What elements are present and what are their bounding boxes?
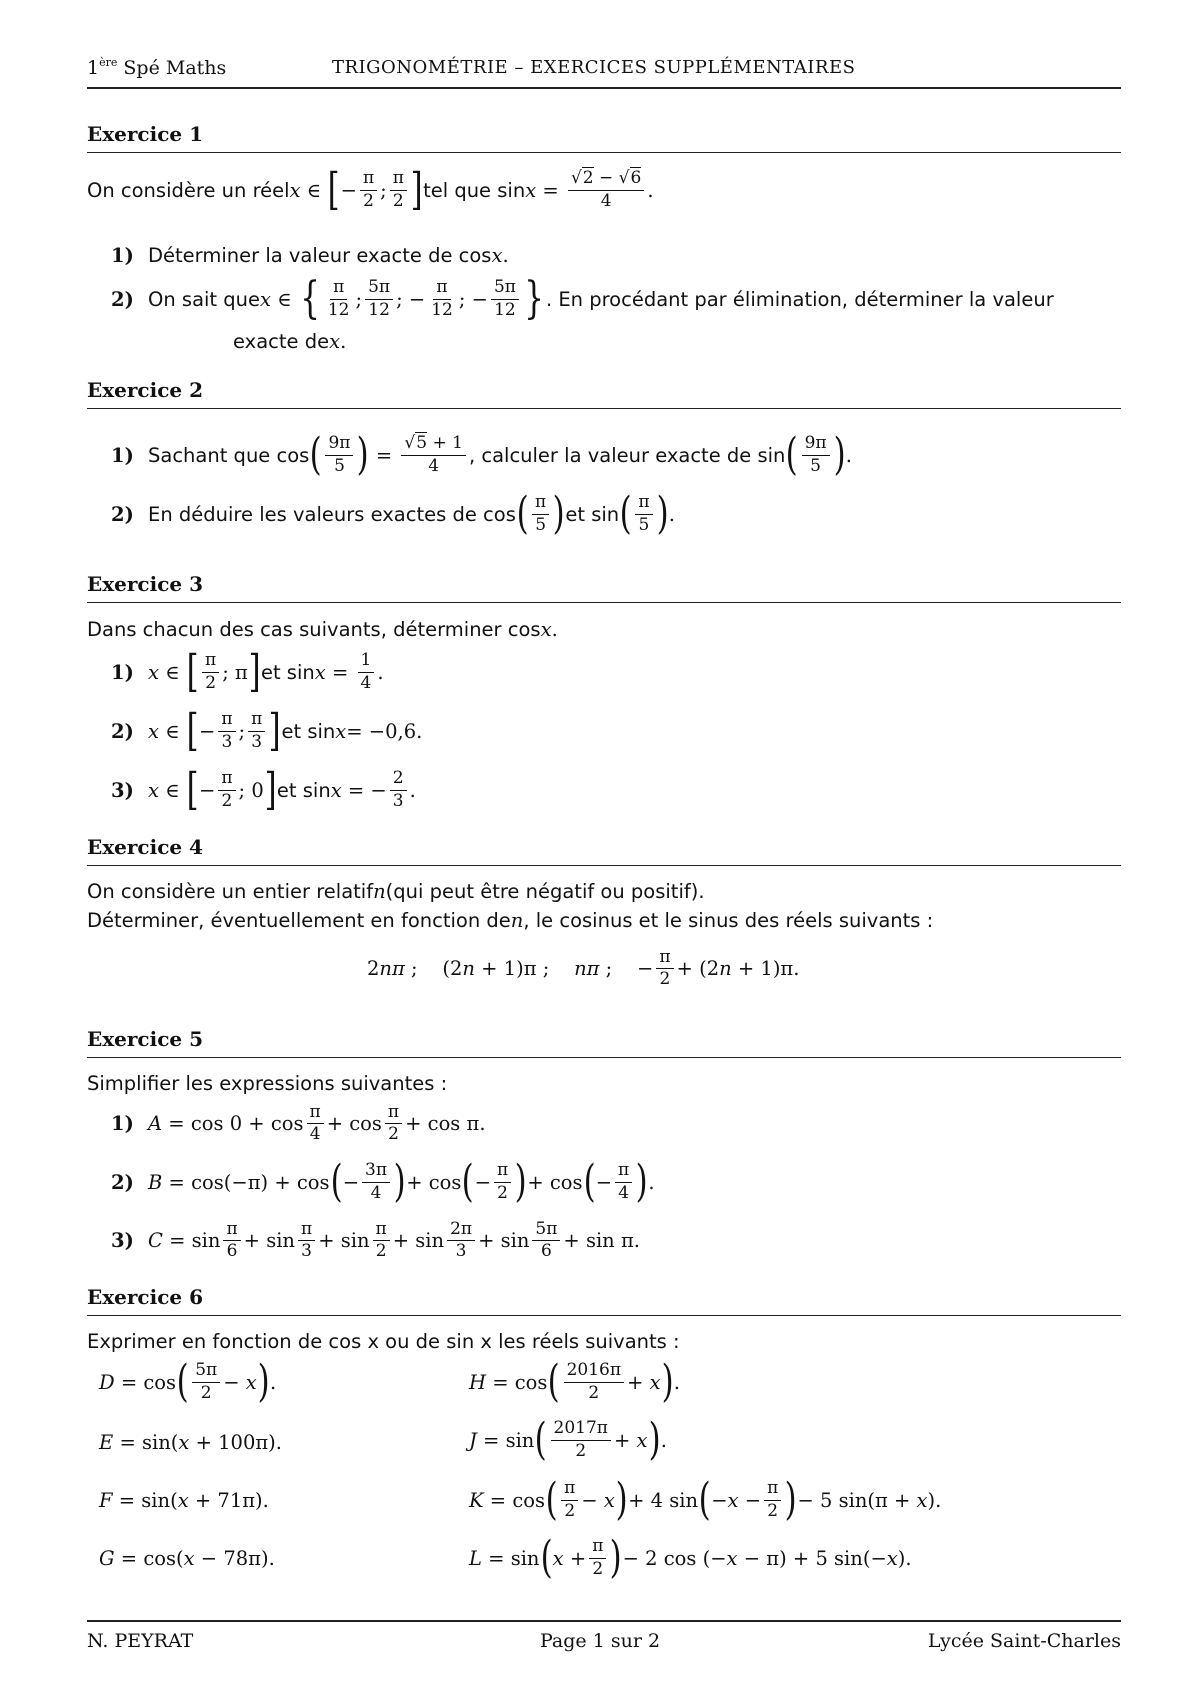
ex6-title: Exercice 6 (87, 1285, 203, 1309)
ex5-q2: 2) B = cos(−π) + cos ( − $\frac{3\pi}{4}$ ) + cos ( − $\frac{\pi}{2}$ ) + cos ( − $\frac{\pi}{4}$ ) . (111, 1156, 655, 1207)
ex6-F: F = sin(x + 71π). (99, 1489, 269, 1512)
header-level: 1 (87, 57, 100, 79)
ex3-q2-value: = −0,6. (346, 719, 423, 743)
ex4-line1-b: (qui peut être négatif ou positif). (385, 880, 705, 903)
ex3-q2: 2) x ∈ [ − $\frac{\pi}{3}$ ; $\frac{\pi}{3}$ ] et sin x = −0,6. (111, 705, 423, 756)
ex2-q2-a: En déduire les valeurs exactes de cos (148, 502, 516, 526)
header-course (87, 57, 226, 79)
ex4-reals: 2nπ ; (2n + 1)π ; nπ ; − $\frac{\pi}{2}$ + (2n + 1)π. (367, 947, 800, 990)
footer-author: N. PEYRAT (87, 1630, 194, 1652)
ex1-q2-b: . En procédant par élimination, déterminer la valeur (545, 287, 1054, 311)
ex6-intro-text: Exprimer en fonction de cos x ou de sin x les réels suivants : (87, 1330, 680, 1353)
ex3-q2-et-sin: et sin (281, 719, 336, 743)
ex3-intro: Dans chacun des cas suivants, déterminer cos x . (87, 618, 558, 641)
ex1-q2-c: exacte de (233, 330, 330, 353)
ex2-q1: 1) Sachant que cos ( $\frac{9\pi}{5}$ ) = $\frac{√5 + 1}{4}$ , calculer la valeur exacte de sin ( $\frac{9\pi}{5}$ ) . (111, 429, 852, 480)
ex5-q1: 1) A = cos 0 + cos $\frac{\pi}{4}$ + cos $\frac{\pi}{2}$ + cos π. (111, 1102, 486, 1145)
header-level-sup: ère (99, 56, 118, 69)
ex6-L: L = sin ( x + $\frac{\pi}{2}$ ) − 2 cos (−x − π) + 5 sin(−x). (469, 1532, 912, 1583)
ex1-intro: On considère un réel x ∈ [ − $\frac{\pi}{2}$ ; $\frac{\pi}{2}$ ] tel que sin x = $\frac{√2 - √6}{4}$ . (87, 164, 654, 215)
page-header (87, 55, 1121, 89)
ex1-q2: 2) On sait que x ∈ { $\frac{\pi}{12}$ ; $\frac{5\pi}{12}$ ; − $\frac{\pi}{12}$ ; − $\frac{5\pi}{12}$ } . En procédant par élimination, déterminer la valeur (111, 273, 1054, 324)
ex4-heading (87, 835, 1121, 866)
ex6-heading (87, 1285, 1121, 1316)
ex6-D: D = cos ( $\frac{5\pi}{2}$ − x ) . (99, 1356, 277, 1407)
ex2-q1-b: , calculer la valeur exacte de sin (468, 443, 786, 467)
ex3-title: Exercice 3 (87, 572, 203, 596)
ex3-intro-text: Dans chacun des cas suivants, déterminer cos (87, 618, 541, 641)
footer-page: Page 1 sur 2 (540, 1630, 661, 1652)
ex2-q2: 2) En déduire les valeurs exactes de cos ( $\frac{\pi}{5}$ ) et sin ( $\frac{\pi}{5}$ ) . (111, 488, 675, 539)
ex1-q2-a: On sait que (148, 287, 261, 311)
ex5-title: Exercice 5 (87, 1027, 203, 1051)
ex1-heading (87, 122, 1121, 153)
ex1-intro-b: tel que sin (423, 178, 526, 202)
header-title: TRIGONOMÉTRIE – EXERCICES SUPPLÉMENTAIRES (332, 57, 856, 78)
page-footer (87, 1620, 1121, 1652)
ex2-title: Exercice 2 (87, 378, 203, 402)
ex6-G: G = cos(x − 78π). (99, 1547, 275, 1570)
ex5-intro (87, 1072, 447, 1095)
header-subject: Spé Maths (117, 57, 227, 79)
ex3-q3-et-sin: et sin (276, 778, 331, 802)
ex1-intro-a: On considère un réel (87, 178, 290, 202)
ex1-title: Exercice 1 (87, 122, 203, 146)
ex6-K: K = cos ( $\frac{\pi}{2}$ − x ) + 4 sin ( −x − $\frac{\pi}{2}$ ) − 5 sin(π + x). (469, 1474, 942, 1525)
footer-school: Lycée Saint-Charles (927, 1630, 1121, 1652)
ex3-q3: 3) x ∈ [ − $\frac{\pi}{2}$ ; 0 ] et sin x = − $\frac{2}{3}$ . (111, 764, 416, 815)
ex2-q1-a: Sachant que cos (148, 443, 310, 467)
page (87, 0, 1121, 1696)
ex4-line1-a: On considère un entier relatif (87, 880, 374, 903)
ex6-H: H = cos ( $\frac{2016\pi}{2}$ + x ) . (469, 1356, 680, 1407)
ex6-J: J = sin ( $\frac{2017\pi}{2}$ + x ) . (469, 1414, 667, 1465)
ex6-E: E = sin(x + 100π). (99, 1431, 282, 1454)
ex1-q2-cont: exacte de x . (233, 330, 347, 353)
ex4-title: Exercice 4 (87, 835, 203, 859)
ex1-q1-text: Déterminer la valeur exacte de cos (148, 244, 492, 267)
ex4-line2-a: Déterminer, éventuellement en fonction de (87, 909, 511, 932)
ex3-heading (87, 572, 1121, 603)
ex1-q1: 1) Déterminer la valeur exacte de cos x . (111, 244, 509, 267)
ex4-line2: Déterminer, éventuellement en fonction de n , le cosinus et le sinus des réels suivants : (87, 909, 934, 932)
ex4-line1: On considère un entier relatif n (qui peut être négatif ou positif). (87, 880, 705, 903)
ex3-q1-et-sin: et sin (260, 660, 315, 684)
ex2-heading (87, 378, 1121, 409)
ex2-q2-b: et sin (565, 502, 620, 526)
ex3-q1: 1) x ∈ [ $\frac{\pi}{2}$ ; π ] et sin x = $\frac{1}{4}$ . (111, 646, 384, 697)
ex5-q3: 3) C = sin $\frac{\pi}{6}$ + sin $\frac{\pi}{3}$ + sin $\frac{\pi}{2}$ + sin $\frac{2\pi}{3}$ + sin $\frac{5\pi}{6}$ + sin π. (111, 1219, 640, 1262)
ex5-heading (87, 1027, 1121, 1058)
ex6-intro (87, 1330, 680, 1353)
ex4-line2-b: , le cosinus et le sinus des réels suivants : (523, 909, 934, 932)
ex5-intro-text: Simplifier les expressions suivantes : (87, 1072, 448, 1095)
